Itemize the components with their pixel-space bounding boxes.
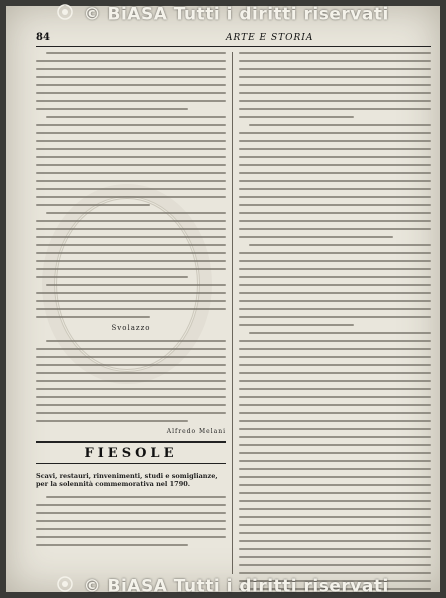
- signature-svolazzo: Svolazzo: [111, 324, 151, 332]
- body-text-block-4: [239, 52, 431, 592]
- section-title-fiesole: FIESOLE: [36, 441, 226, 464]
- right-column: [239, 52, 431, 592]
- body-text-block-1: [36, 52, 226, 318]
- section-subheading: Scavi, restauri, rinvenimenti, studi e somiglianze, per la solennità commemorativa nel 1790.: [36, 472, 218, 488]
- watermark-bottom-text: © BiASA Tutti i diritti riservati: [83, 576, 389, 597]
- document-page: [6, 6, 440, 592]
- page-number: 84: [36, 32, 50, 43]
- body-text-block-2: [36, 340, 226, 422]
- page-header: [36, 34, 431, 47]
- body-text-block-3: [36, 496, 226, 546]
- biasa-logo-icon: [57, 4, 73, 25]
- running-title: ARTE E STORIA: [226, 33, 314, 43]
- watermark-bottom: [0, 576, 446, 597]
- watermark-top-text: © BiASA Tutti i diritti riservati: [83, 4, 389, 25]
- watermark-top: [0, 4, 446, 25]
- column-divider: [232, 52, 233, 574]
- biasa-logo-icon: [57, 576, 73, 597]
- author-signature: Alfredo Melani: [166, 428, 226, 435]
- left-column: [36, 52, 226, 552]
